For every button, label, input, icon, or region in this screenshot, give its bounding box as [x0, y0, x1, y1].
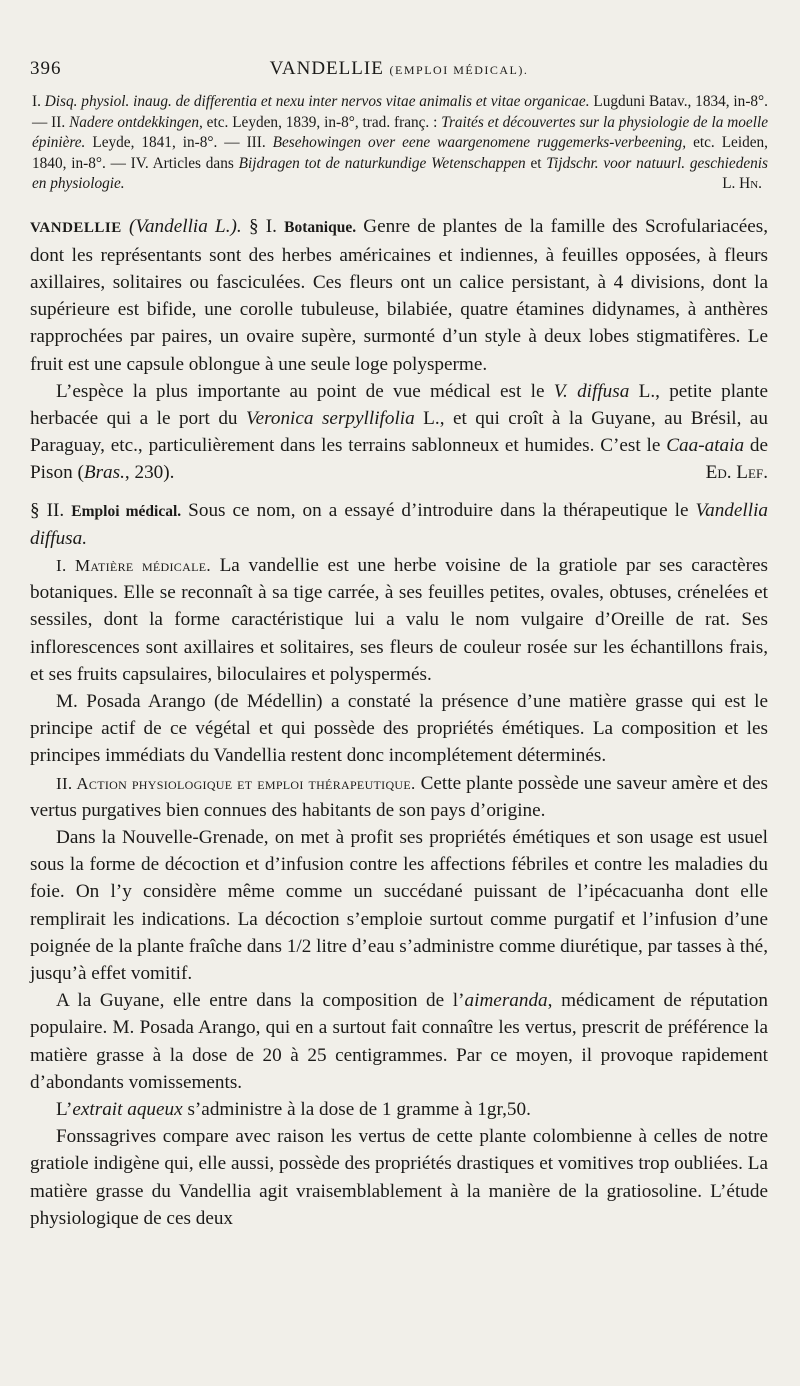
reference-title: Bras. [83, 462, 125, 484]
running-title-sub: (EMPLOI MÉDICAL). [389, 63, 529, 77]
paragraph-text: Genre de plantes de la famille des Scrofulariacées, dont les représentants sont des herbes américaines et indiennes, à feuilles opposées, à fleurs axillaires, solitaires ou fasciculées. Ces fleurs ont un calice persistant, à 4 divisions, dont la supérieure est bifide, une corolle tubuleuse, bilabiée, quatre étamines didynames, à anthères rapprochées par paires, un ovaire supère, surmonté d’un style à deux lobes stigmatifères. Le fruit est une capsule oblongue à une seule loge polysperme. [30, 215, 769, 375]
preparation-name: extrait aqueux [72, 1099, 183, 1120]
paragraph-posada: M. Posada Arango (de Médellin) a constaté la présence d’une matière grasse qui est le principe actif de ce végétal et qui possède des propriétés émétiques. La composition et les principes immédiats du Vandellia restent donc incomplétement déterminés. [30, 690, 768, 767]
biblio-title: Nadere ontdekkingen, [69, 113, 203, 131]
biblio-text: I. [32, 93, 45, 110]
biblio-text: etc. Leyden, 1839, in-8°, trad. franç. : [202, 113, 442, 131]
paragraph-text: L’ [56, 1099, 73, 1120]
paragraph-emploi [30, 497, 768, 552]
biblio-title: Bijdragen tot de naturkundige Wetenschappen [238, 154, 526, 172]
paragraph-text: , 230). [124, 462, 175, 484]
paragraph-text: L’espèce la plus importante au point de vue médical est le [56, 380, 554, 402]
paragraph-species [30, 378, 768, 487]
paragraph-text: L., et qui croît à la Guyane, au Brésil, au Paraguay, etc., particulièrement dans les terrains sablonneux et humides. C’est le [30, 407, 768, 457]
paragraph-text: La vandellie est une herbe voisine de la gratiole par ses caractères botaniques. Elle se reconnaît à sa tige carrée, à ses feuilles petites, ovales, obtuses, crénelées et sessiles, dont la forme caractéristique lui a valu le nom vulgaire d’Oreille de rat. Ses inflorescences sont axillaires et solitaires, ses fleurs de couleur rosée sur les échantillons frais, et ses fruits capsulaires, biloculaires et polyspermés. [30, 554, 768, 685]
paragraph-text: , médicament de réputation populaire. M. Posada Arango, qui en a surtout fait connaître les vertus, prescrit de préférence la matière grasse à la dose de 20 à 25 centigrammes. Par ce moyen, il provoque rapidement d’abondants vomissements. [30, 990, 768, 1093]
paragraph-botanique [30, 213, 768, 378]
paragraph-text: L., petite plante herbacée qui a le port du [30, 380, 768, 429]
article-body [30, 213, 768, 1233]
section-mark: § I. [248, 215, 277, 237]
biblio-title: Tijdschr. voor natuurl. geschiedenis en physiologie. [32, 154, 768, 192]
page-header [30, 58, 768, 92]
bibliography-block [30, 92, 768, 195]
section-mark: § II. [30, 499, 65, 521]
biblio-title: Besehowingen over eene waargenomene ruggemerks-verbeening, [272, 134, 687, 151]
page-number: 396 [30, 58, 62, 79]
paragraph-text: s’administre à la dose de 1 gramme à 1gr,50. [182, 1099, 531, 1120]
genus-name: (Vandellia L.). [128, 215, 242, 237]
species-name: Caa-ataia [666, 435, 745, 457]
paragraph-nouvelle-grenade: Dans la Nouvelle-Grenade, on met à profit ses propriétés émétiques et son usage est usuel sous la forme de décoction et d’infusion contre les affections fébriles et contre les maladies du foie. On l’y considère même comme un succédané puissant de l’ipécacuanha dont elle remplirait les indications. La décoction s’emploie surtout comme purgatif et l’infusion d’une poignée de la plante fraîche dans 1/2 litre d’eau s’administre comme diurétique, par tasses à thé, jusqu’à effet vomitif. [30, 826, 768, 984]
document-page [30, 58, 768, 1232]
paragraph-text: A la Guyane, elle entre dans la composition de l’ [56, 990, 465, 1012]
species-name: V. diffusa [553, 380, 630, 402]
editor-signature: Ed. Lef. [705, 462, 768, 484]
running-title [30, 58, 768, 80]
paragraph-action [30, 770, 768, 824]
entry-headword: VANDELLIE [30, 219, 122, 236]
section-title: Emploi médical. [71, 502, 182, 520]
paragraph-matiere [30, 552, 768, 688]
author-signature: L. Hn. [722, 175, 762, 192]
paragraph-extrait [30, 1096, 768, 1123]
subsection-label: I. Matière médicale. [56, 555, 211, 575]
subsection-label: II. Action physiologique et emploi thérapeutique. [56, 773, 416, 793]
biblio-title: Traités et découvertes sur la physiologie de la moelle épinière. [32, 113, 768, 151]
species-name: Vandellia diffusa. [30, 499, 769, 549]
species-name: Veronica serpyllifolia [246, 407, 415, 429]
running-title-main: VANDELLIE [269, 58, 384, 79]
paragraph-text: Cette plante possède une saveur amère et des vertus purgatives bien connues des habitants de son pays d’origine. [30, 772, 768, 821]
remedy-name: aimeranda [464, 990, 548, 1012]
biblio-text: Lugduni Batav., 1834, in-8°. — II. [32, 93, 768, 131]
paragraph-fonssagrives: Fonssagrives compare avec raison les vertus de cette plante colombienne à celles de notre gratiole indigène qui, elle aussi, possède des propriétés drastiques et vomitives trop oubliées. La matière grasse du Vandellia agit vraisemblablement à la manière de la gratiosoline. L’étude physiologique de ces deux [30, 1126, 768, 1229]
paragraph-text: Sous ce nom, on a essayé d’introduire dans la thérapeutique le [181, 499, 696, 521]
section-title: Botanique. [284, 218, 357, 236]
biblio-text: etc. Leiden, 1840, in-8°. — IV. Articles dans [32, 134, 768, 172]
biblio-text: et [525, 154, 547, 172]
biblio-text: Leyde, 1841, in-8°. — III. [85, 134, 273, 151]
paragraph-guyane [30, 987, 768, 1096]
biblio-title: Disq. physiol. inaug. de differentia et nexu inter nervos vitae animalis et vitae organicae. [44, 93, 590, 110]
paragraph-text: de Pison ( [30, 435, 768, 484]
